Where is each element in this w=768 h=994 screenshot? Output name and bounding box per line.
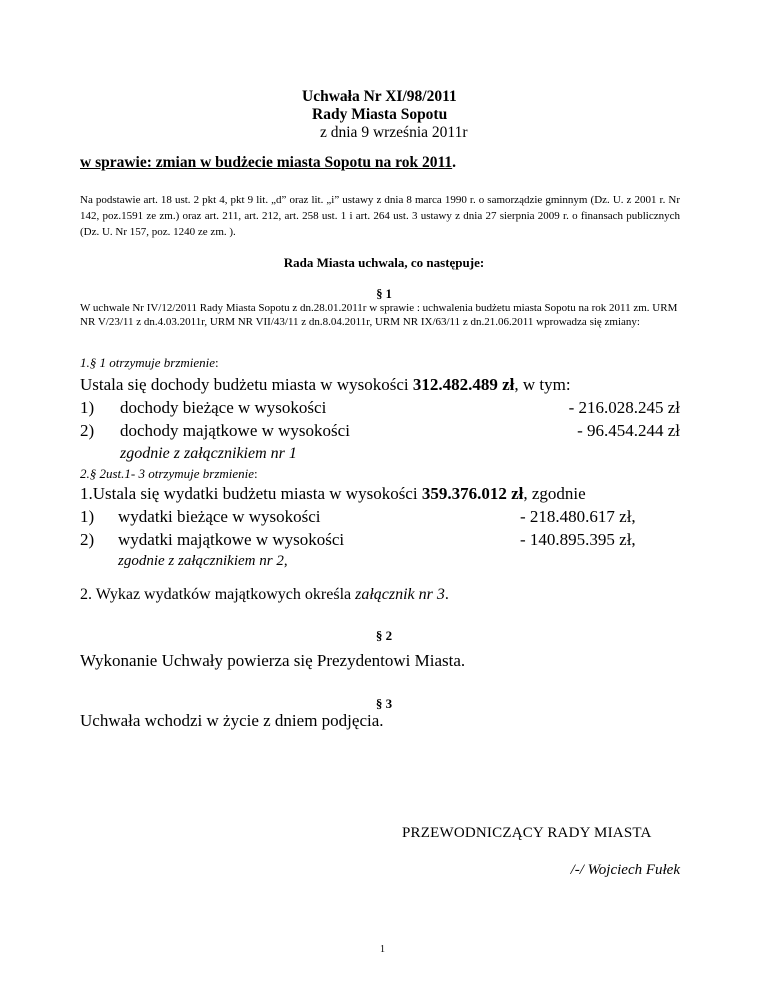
income-item-value: - 96.454.244 zł	[577, 421, 680, 440]
point-2-label	[80, 466, 258, 482]
subject-text: w sprawie: zmian w budżecie miasta Sopotu na rok 2011	[80, 154, 453, 171]
document-title: Uchwała Nr XI/98/2011	[302, 88, 457, 105]
income-total-text: Ustala się dochody budżetu miasta w wysokości	[80, 375, 413, 394]
income-total-amount: 312.482.489 zł	[412, 375, 515, 394]
income-total-suffix: , w tym:	[514, 375, 571, 394]
income-item-value: - 216.028.245 zł	[568, 398, 680, 417]
section-1-heading: § 1	[376, 287, 392, 301]
expense-item-value: - 140.895.395 zł,	[520, 530, 636, 549]
signature-role: PRZEWODNICZĄCY RADY MIASTA	[402, 825, 652, 841]
income-item-num: 1)	[80, 398, 95, 417]
point-1-label-colon: :	[215, 355, 219, 370]
expense-note-text: zgodnie z załącznikiem nr 2	[118, 553, 284, 569]
section-2-heading: § 2	[375, 628, 393, 643]
income-total-line	[80, 375, 571, 395]
expense-total-text: 1.Ustala się wydatki budżetu miasta w wysokości	[80, 484, 422, 503]
income-item-label: dochody bieżące w wysokości	[120, 398, 327, 417]
subject-dot: .	[452, 154, 457, 171]
document-date: z dnia 9 września 2011r	[320, 124, 468, 141]
legal-basis: Na podstawie art. 18 ust. 2 pkt 4, pkt 9 lit. „d” oraz lit. „i” ustawy z dnia 8 marca 1990 r. o samorządzie gminnym (Dz. U. z 2001 r. Nr 142, poz.1591 ze zm.) oraz art. 211, art. 212, art. 258 ust. 1 i art. 264 ust. 3 ustawy z dnia 27 sierpnia 2009 r. o finansach publicznych (Dz. U. Nr 157, poz. 1240 ze zm. ).	[80, 194, 680, 238]
expense-total-line	[80, 484, 586, 504]
resolves-line: Rada Miasta uchwala, co następuje:	[283, 255, 485, 270]
section-1-intro: W uchwale Nr IV/12/2011 Rady Miasta Sopotu z dn.28.01.2011r w sprawie : uchwalenia budżetu miasta Sopotu na rok 2011 zm. URM NR V/23/11 z dn.4.03.2011r, URM NR VII/43/11 z dn.8.04.2011r, URM NR IX/63/11 z dn.21.06.2011 wprowadza się zmiany:	[80, 302, 678, 328]
expense-item-num: 1)	[80, 507, 95, 526]
section-3-text: Uchwała wchodzi w życie z dniem podjęcia.	[80, 711, 384, 730]
capital-expenses-text: 2. Wykaz wydatków majątkowych określa	[80, 586, 356, 603]
expense-total-suffix: , zgodnie	[523, 484, 586, 503]
signature-name: /-/ Wojciech Fułek	[570, 862, 680, 878]
expense-note	[118, 553, 288, 570]
subject-line	[80, 154, 456, 172]
expense-note-end: ,	[283, 553, 288, 569]
point-2-label-colon: :	[254, 466, 258, 481]
page-number: 1	[380, 944, 385, 955]
expense-item-label: wydatki bieżące w wysokości	[118, 507, 321, 526]
council-name: Rady Miasta Sopotu	[312, 106, 448, 123]
capital-expenses-line	[80, 586, 449, 604]
expense-item-value: - 218.480.617 zł,	[520, 507, 636, 526]
expense-item-num: 2)	[80, 530, 95, 549]
section-3-heading: § 3	[375, 696, 393, 711]
capital-expenses-end: .	[444, 586, 449, 603]
point-1-label-text: 1.§ 1 otrzymuje brzmienie	[80, 355, 216, 370]
income-item-label: dochody majątkowe w wysokości	[120, 421, 350, 440]
expense-item-label: wydatki majątkowe w wysokości	[118, 530, 345, 549]
section-2-text: Wykonanie Uchwały powierza się Prezydentowi Miasta.	[80, 651, 466, 670]
capital-expenses-ref: załącznik nr 3	[355, 586, 445, 603]
point-1-label	[80, 355, 219, 371]
point-2-label-text: 2.§ 2ust.1- 3 otrzymuje brzmienie	[80, 466, 255, 481]
expense-total-amount: 359.376.012 zł	[421, 484, 524, 503]
income-note: zgodnie z załącznikiem nr 1	[120, 445, 297, 462]
income-item-num: 2)	[80, 421, 95, 440]
